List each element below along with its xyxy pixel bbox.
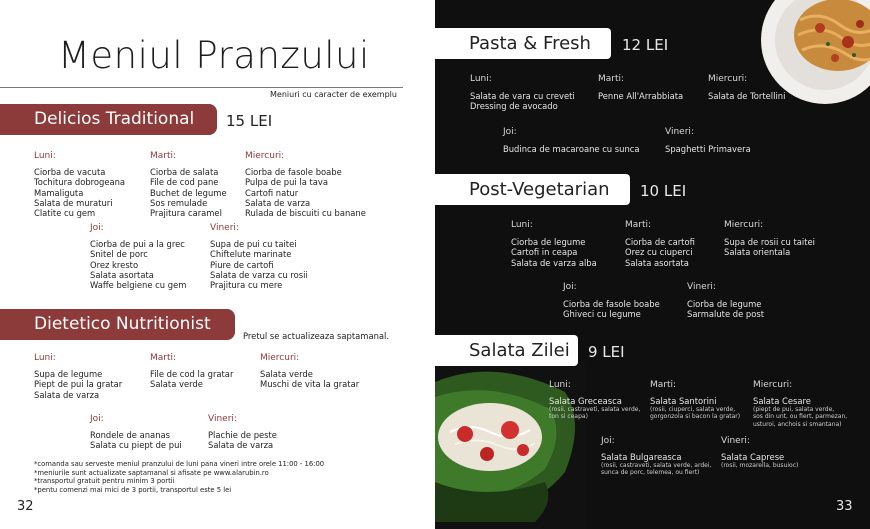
day-block <box>665 127 751 154</box>
day-label: Joi: <box>503 127 517 137</box>
section-price: 10 LEI <box>640 182 687 200</box>
menu-item: Ciorba de pui a la grec <box>90 239 185 249</box>
menu-item: Sarmalute de post <box>687 309 764 320</box>
menu-item: File de cod la gratar <box>150 369 234 379</box>
salad-description: (rosii, ciuperci, salata verde, <box>650 406 736 413</box>
footnote: *pentu comenzi mai mici de 3 portii, transportul este 5 lei <box>34 485 232 494</box>
menu-item: Salata orientala <box>724 247 791 258</box>
day-label: Marti: <box>150 353 177 363</box>
menu-item: Sos remulade <box>150 197 208 208</box>
menu-item: Waffe belgiene cu gem <box>90 280 187 291</box>
menu-item: Penne All'Arrabbiata <box>598 91 684 101</box>
salad-description: sos din unt, ou fiert, parmezan, <box>753 413 848 421</box>
menu-item: Salata de varza <box>208 440 274 451</box>
section-title: Delicios Traditional <box>34 109 195 129</box>
day-label: Joi: <box>90 414 104 424</box>
menu-item: Rulada de biscuiti cu banane <box>245 208 366 219</box>
price-note: Pretul se actualizeaza saptamanal. <box>243 331 390 341</box>
day-label: Miercuri: <box>245 151 285 161</box>
menu-item: Salata de varza alba <box>511 257 597 268</box>
section-band-pasta-fresh <box>435 28 611 59</box>
salad-name: Salata Caprese <box>721 452 785 462</box>
footnotes <box>34 460 324 494</box>
day-label: Vineri: <box>687 282 716 292</box>
menu-item: Salata de Tortellini <box>708 91 786 101</box>
section-band-post-vegetarian <box>435 174 630 205</box>
menu-item: Ciorba de legume <box>511 237 586 247</box>
salad-description: (rosii, castraveti, salata verde, ardei, <box>601 462 712 469</box>
menu-item: Chiftelute marinate <box>210 249 292 260</box>
day-block <box>503 127 640 154</box>
day-label: Miercuri: <box>724 220 764 230</box>
menu-item: Orez kresto <box>90 259 139 270</box>
menu-item: Prajitura caramel <box>150 208 222 219</box>
salad-description: (rosii, castraveti, salata verde, <box>549 406 641 413</box>
day-block <box>563 282 660 320</box>
day-label: Joi: <box>601 436 615 446</box>
menu-item: Spaghetti Primavera <box>665 144 751 154</box>
menu-item: Piept de pui la gratar <box>34 379 123 390</box>
day-label: Marti: <box>150 151 177 161</box>
day-block <box>208 414 277 451</box>
salad-day-block <box>549 380 640 421</box>
page-number: 32 <box>17 499 34 514</box>
salad-name: Salata Cesare <box>753 396 811 406</box>
page-subtitle: Meniuri cu caracter de exemplu <box>270 90 397 99</box>
section-title: Post-Vegetarian <box>469 179 610 200</box>
menu-item: Salata de muraturi <box>34 197 113 208</box>
menu-item: Salata de vara cu creveti <box>470 91 575 101</box>
section-price: 9 LEI <box>588 343 625 361</box>
menu-item: Prajitura cu mere <box>210 280 283 291</box>
page-title: Meniul Pranzului <box>58 34 370 77</box>
day-label: Marti: <box>625 220 652 230</box>
menu-item: Plachie de peste <box>208 430 277 440</box>
salad-name: Salata Santorini <box>650 396 717 406</box>
day-block <box>210 223 308 290</box>
day-label: Vineri: <box>210 223 239 233</box>
salad-day-block <box>721 436 798 469</box>
menu-item: Ciorba de salata <box>150 167 219 177</box>
day-label: Luni: <box>549 380 571 390</box>
menu-item: Salata de varza cu rosii <box>210 269 308 280</box>
day-block <box>708 74 785 101</box>
day-block <box>34 151 125 218</box>
right-page <box>435 0 870 529</box>
day-label: Marti: <box>650 380 677 390</box>
section-title: Salata Zilei <box>469 340 570 361</box>
day-block <box>90 223 186 290</box>
salad-description: (rosii, mozarella, busuioc) <box>721 462 799 469</box>
day-label: Luni: <box>34 151 56 161</box>
day-block <box>470 74 575 112</box>
menu-item: Buchet de legume <box>150 187 227 198</box>
salad-description: (piept de pui, salata verde, <box>753 406 835 413</box>
salad-name: Salata Bulgareasca <box>601 452 682 462</box>
day-block <box>150 151 227 218</box>
day-label: Luni: <box>470 74 492 84</box>
footnote: *transportul gratuit pentru minim 3 portii <box>34 477 175 486</box>
day-label: Miercuri: <box>753 380 793 390</box>
day-block <box>245 151 366 218</box>
salad-day-block <box>601 436 711 477</box>
menu-item: Supa de rosii cu taitei <box>724 237 816 247</box>
menu-item: Pulpa de pui la tava <box>245 177 329 188</box>
title-divider <box>0 87 403 88</box>
day-label: Vineri: <box>721 436 750 446</box>
menu-item: Dressing de avocado <box>470 101 558 112</box>
menu-item: Ciorba de cartofi <box>625 237 695 247</box>
day-label: Vineri: <box>208 414 237 424</box>
day-block <box>598 74 683 101</box>
day-label: Joi: <box>563 282 577 292</box>
section-title: Pasta & Fresh <box>469 33 591 54</box>
section-band-salata-zilei <box>435 335 578 366</box>
menu-item: File de cod pane <box>150 177 219 188</box>
menu-item: Ciorba de vacuta <box>34 167 106 177</box>
day-block <box>625 220 695 268</box>
day-label: Miercuri: <box>260 353 300 363</box>
menu-item: Salata verde <box>260 369 313 379</box>
menu-item: Rondele de ananas <box>90 430 170 440</box>
menu-item: Ciorba de fasole boabe <box>563 299 660 309</box>
menu-item: Snitel de porc <box>90 249 148 260</box>
day-label: Miercuri: <box>708 74 748 84</box>
menu-item: Ciorba de fasole boabe <box>245 167 342 177</box>
salad-description: gorgonzola si bacon la gratar) <box>650 413 741 421</box>
salad-description: usturoi, anchois si smantana) <box>753 420 842 428</box>
day-block <box>724 220 815 258</box>
menu-item: Mamaliguta <box>34 187 84 198</box>
day-block <box>34 353 122 400</box>
menu-item: Salata cu piept de pui <box>90 440 182 451</box>
menu-item: Orez cu ciuperci <box>625 247 693 258</box>
footnote: *meniurile sunt actualizate saptamanal si afisate pe www.alarubin.ro <box>34 468 269 477</box>
section-band-delicios-traditional <box>0 104 217 135</box>
section-band-dietetico-nutritionist <box>0 309 235 340</box>
menu-item: Salata asortata <box>625 257 689 268</box>
menu-item: Salata de varza <box>245 197 311 208</box>
menu-item: Piure de cartofi <box>210 259 274 270</box>
menu-item: Salata de varza <box>34 389 100 400</box>
day-block <box>90 414 182 451</box>
section-title: Dietetico Nutritionist <box>34 314 211 334</box>
menu-item: Salata asortata <box>90 269 154 280</box>
salad-day-block <box>650 380 740 421</box>
day-block <box>150 353 233 390</box>
page-number: 33 <box>836 499 853 514</box>
menu-item: Supa de pui cu taitei <box>210 239 297 249</box>
salad-name: Salata Greceasca <box>549 396 622 406</box>
day-block <box>687 282 764 320</box>
salad-description: ton si ceapa) <box>549 413 588 421</box>
menu-item: Cartofi natur <box>245 187 299 198</box>
menu-item: Salata verde <box>150 379 203 390</box>
salad-description: sunca de porc, telemea, ou fiert) <box>601 469 700 477</box>
salad-day-block <box>753 380 847 428</box>
menu-item: Muschi de vita la gratar <box>260 379 360 390</box>
footnote: *comanda sau serveste meniul pranzului de luni pana vineri intre orele 11:00 - 16:00 <box>34 460 325 468</box>
section-price: 15 LEI <box>226 112 273 130</box>
menu-item: Tochitura dobrogeana <box>34 177 126 188</box>
menu-item: Supa de legume <box>34 369 103 379</box>
day-label: Vineri: <box>665 127 694 137</box>
day-label: Joi: <box>90 223 104 233</box>
menu-item: Ciorba de legume <box>687 299 762 309</box>
day-label: Luni: <box>511 220 533 230</box>
menu-item: Cartofi in ceapa <box>511 247 578 258</box>
menu-item: Ghiveci cu legume <box>563 309 641 320</box>
menu-item: Clatite cu gem <box>34 208 96 219</box>
day-block <box>511 220 597 268</box>
section-price: 12 LEI <box>622 36 669 54</box>
day-block <box>260 353 359 390</box>
day-label: Marti: <box>598 74 625 84</box>
day-label: Luni: <box>34 353 56 363</box>
menu-item: Budinca de macaroane cu sunca <box>503 144 640 154</box>
